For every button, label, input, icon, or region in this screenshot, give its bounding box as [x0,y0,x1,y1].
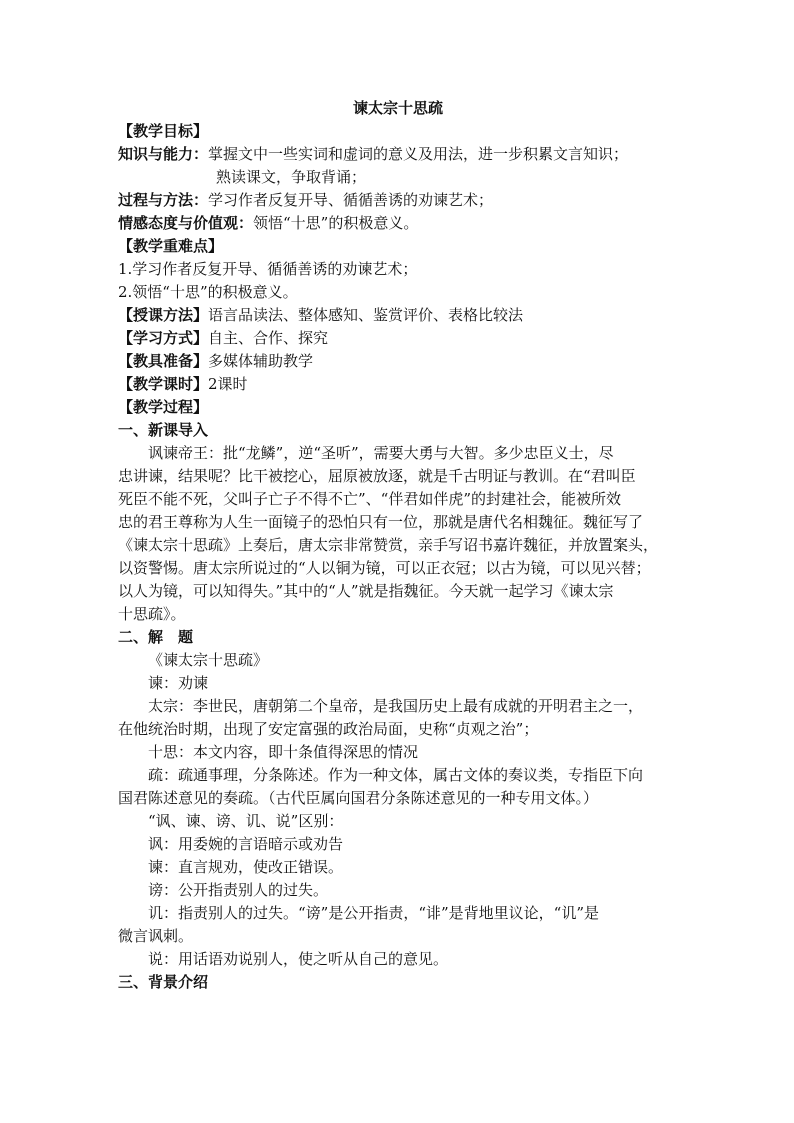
teaching-methods [118,304,678,327]
intro-line-4: 忠的君王尊称为人生一面镜子的恐怕只有一位，那就是唐代名相魏征。魏征写了 [118,513,644,531]
intro-line-2: 忠讲谏，结果呢？比干被挖心，屈原被放逐，就是千古明证与教训。在“君叫臣 [118,467,636,485]
def-shu-1: 疏：疏通事理，分条陈述。作为一种文体，属古文体的奏议类，专指臣下向 [148,766,644,784]
def-shisi: 十思：本文内容，即十条值得深思的情况 [148,743,419,761]
def-shuo: 说：用话语劝说别人，使之听从自己的意见。 [148,950,449,968]
diff-heading: “讽、谏、谤、讥、说”区别： [148,812,344,830]
objective-process [118,189,678,212]
study-methods [118,327,678,350]
document-title: 谏太宗十思疏 [352,99,443,117]
section-1-heading: 一、新课导入 [118,421,209,439]
def-feng: 讽：用委婉的言语暗示或劝告 [148,835,344,853]
def-jian: 谏：劝谏 [148,674,209,692]
intro-line-7: 以人为镜，可以知得失。”其中的“人”就是指魏征。今天就一起学习《谏太宗 [118,582,614,600]
def-ji-1: 讥：指责别人的过失。“谤”是公开指责，“诽”是背地里议论，“讥”是 [148,904,600,922]
def-taizong-1: 太宗：李世民，唐朝第二个皇帝，是我国历史上最有成就的开明君主之一， [148,697,644,715]
intro-line-6: 以资警惕。唐太宗所说过的“人以铜为镜，可以正衣冠；以古为镜，可以见兴替； [118,559,651,577]
objective-emotion-text: 领悟“十思”的积极意义。 [253,214,419,232]
study-methods-label: 【学习方式】 [118,329,209,347]
def-jian-2: 谏：直言规劝，使改正错误。 [148,858,344,876]
def-shu-2: 国君陈述意见的奏疏。（古代臣属向国君分条陈述意见的一种专用文体。） [118,789,599,807]
class-hours-label: 【教学课时】 [118,375,209,393]
objective-knowledge [118,143,678,166]
section-2-heading: 二、解 题 [118,628,194,646]
def-taizong-2: 在他统治时期，出现了安定富强的政治局面，史称“贞观之治”； [118,720,539,738]
intro-line-3: 死臣不能不死，父叫子亡子不得不亡”、“伴君如伴虎”的封建社会，能被所效 [118,490,622,508]
def-ji-2: 微言讽刺。 [118,927,194,945]
objective-emotion [118,212,678,235]
teaching-tools-label: 【教具准备】 [118,352,209,370]
teaching-tools-text: 多媒体辅助教学 [208,352,314,370]
objectives-heading: 【教学目标】 [118,122,209,140]
process-heading: 【教学过程】 [118,398,209,416]
section-3-heading: 三、背景介绍 [118,973,209,991]
intro-line-1: 讽谏帝王：批“龙鳞”，逆“圣听”，需要大勇与大智。多少忠臣义士，尽 [148,444,614,462]
class-hours [118,373,678,396]
title-book: 《谏太宗十思疏》 [148,651,269,669]
study-methods-text: 自主、合作、探究 [208,329,329,347]
objective-knowledge-text: 掌握文中一些实词和虚词的意义及用法，进一步积累文言知识； [208,145,629,163]
key-points-heading: 【教学重难点】 [118,237,224,255]
class-hours-text: 2课时 [208,375,248,393]
def-bang: 谤：公开指责别人的过失。 [148,881,329,899]
objective-knowledge-label: 知识与能力： [118,145,209,163]
objective-process-text: 学习作者反复开导、循循善诱的劝谏艺术； [208,191,494,209]
objective-knowledge-text-2: 熟读课文，争取背诵； [216,168,367,186]
teaching-methods-text: 语言品读法、整体感知、鉴赏评价、表格比较法 [208,306,524,324]
objective-process-label: 过程与方法： [118,191,209,209]
key-point-2: 2.领悟“十思”的积极意义。 [118,283,298,301]
teaching-tools [118,350,678,373]
key-point-1: 1.学习作者反复开导、循循善诱的劝谏艺术； [118,260,418,278]
intro-line-8: 十思疏》。 [118,605,186,623]
intro-line-5: 《谏太宗十思疏》上奏后，唐太宗非常赞赏，亲手写诏书嘉许魏征，并放置案头， [118,536,659,554]
teaching-methods-label: 【授课方法】 [118,306,209,324]
document-body [118,120,678,994]
objective-emotion-label: 情感态度与价值观： [118,214,254,232]
